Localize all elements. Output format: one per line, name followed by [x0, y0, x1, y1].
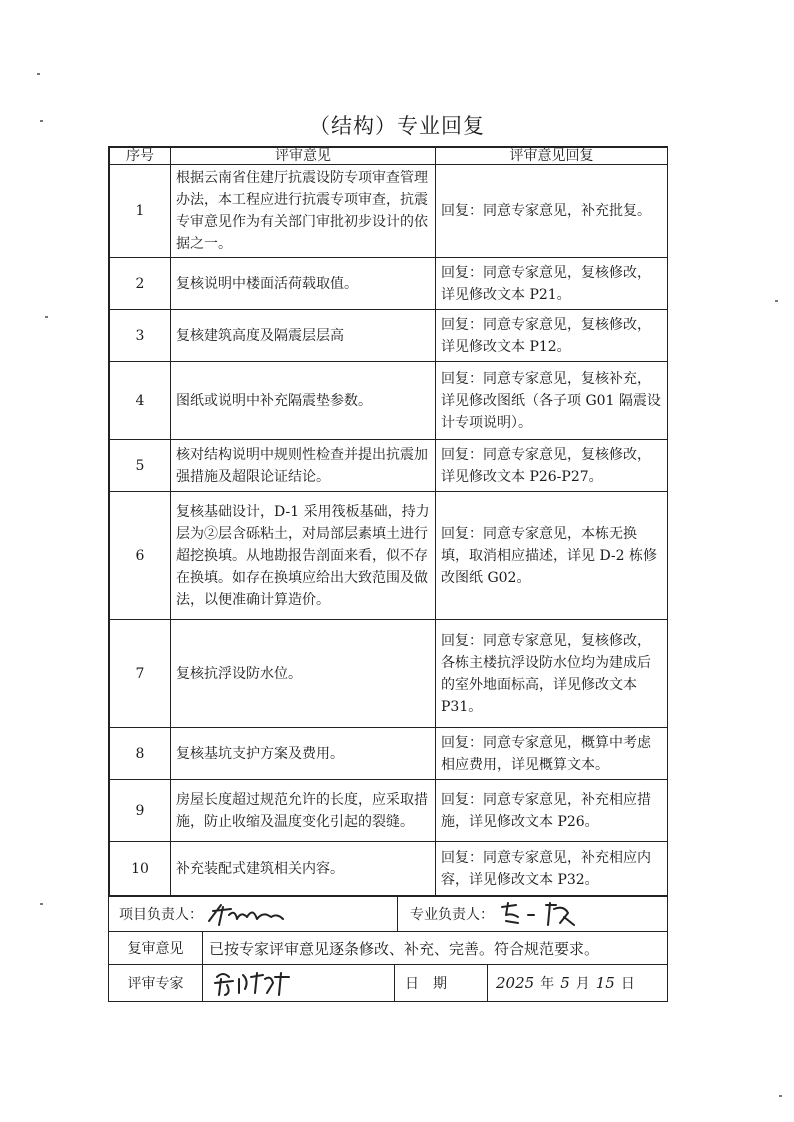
- lead-signature-row: [109, 896, 667, 931]
- page-title: （结构）专业回复: [309, 114, 485, 138]
- header-reply: 评审意见回复: [436, 148, 668, 165]
- table-row: [110, 728, 668, 780]
- row-reply: 回复：同意专家意见，本栋无换填，取消相应描述，详见 D-2 栋修改图纸 G02。: [436, 492, 668, 620]
- project-lead-signature: [203, 899, 295, 929]
- date-year: 2025: [496, 974, 535, 992]
- row-num: 5: [110, 440, 171, 492]
- row-reply: 回复：同意专家意见，补充相应内容，详见修改文本 P32。: [436, 842, 668, 896]
- review-reply-form: [108, 146, 668, 1002]
- scan-speck: [775, 300, 778, 302]
- row-opinion: 图纸或说明中补充隔震垫参数。: [171, 362, 436, 440]
- row-opinion: 根据云南省住建厅抗震设防专项审查管理办法，本工程应进行抗震专项审查，抗震专审意见作为有关部门审批初步设计的依据之一。: [171, 165, 436, 258]
- review-table: [109, 147, 668, 896]
- row-reply: 回复：同意专家意见，复核修改，详见修改文本 P12。: [436, 310, 668, 362]
- date-day-unit: 日: [620, 976, 635, 992]
- table-row: [110, 620, 668, 728]
- discipline-lead-label: 专业负责人：: [410, 907, 494, 923]
- reviewer-signature: [209, 967, 319, 999]
- table-row: [110, 362, 668, 440]
- project-lead-cell: [109, 897, 398, 931]
- reviewer-label: 评审专家: [109, 965, 203, 1001]
- row-num: 7: [110, 620, 171, 728]
- row-opinion: 复核建筑高度及隔震层层高: [171, 310, 436, 362]
- row-num: 4: [110, 362, 171, 440]
- table-row: [110, 780, 668, 842]
- row-reply: 回复：同意专家意见，复核补充，详见修改图纸（各子项 G01 隔震设计专项说明）。: [436, 362, 668, 440]
- row-opinion: 房屋长度超过规范允许的长度，应采取措施，防止收缩及温度变化引起的裂缝。: [171, 780, 436, 842]
- table-header: [110, 148, 668, 165]
- row-reply: 回复：同意专家意见，概算中考虑相应费用，详见概算文本。: [436, 728, 668, 780]
- row-num: 2: [110, 258, 171, 310]
- row-opinion: 复核抗浮设防水位。: [171, 620, 436, 728]
- date-label: 日 期: [395, 965, 488, 1001]
- table-row: [110, 492, 668, 620]
- reviewer-date-row: [109, 964, 667, 1001]
- row-num: 6: [110, 492, 171, 620]
- review-opinion-label: 复审意见: [109, 932, 203, 964]
- discipline-lead-signature: [494, 899, 584, 929]
- row-opinion: 核对结构说明中规则性检查并提出抗震加强措施及超限论证结论。: [171, 440, 436, 492]
- header-opinion: 评审意见: [171, 148, 436, 165]
- row-opinion: 复核基坑支护方案及费用。: [171, 728, 436, 780]
- date-day: 15: [595, 974, 615, 992]
- review-opinion-row: [109, 931, 667, 964]
- row-opinion: 复核说明中楼面活荷载取值。: [171, 258, 436, 310]
- scan-speck: [40, 903, 43, 905]
- row-num: 8: [110, 728, 171, 780]
- row-reply: 回复：同意专家意见，复核修改，详见修改文本 P21。: [436, 258, 668, 310]
- table-row: [110, 258, 668, 310]
- row-opinion: 补充装配式建筑相关内容。: [171, 842, 436, 896]
- table-row: [110, 440, 668, 492]
- date-month-unit: 月: [575, 976, 590, 992]
- row-num: 3: [110, 310, 171, 362]
- date-year-unit: 年: [540, 976, 555, 992]
- row-reply: 回复：同意专家意见，补充批复。: [436, 165, 668, 258]
- header-num: 序号: [110, 148, 171, 165]
- scan-speck: [45, 316, 48, 318]
- row-num: 1: [110, 165, 171, 258]
- discipline-lead-cell: [398, 897, 667, 931]
- table-row: [110, 310, 668, 362]
- scan-speck: [37, 73, 40, 75]
- date-value: [488, 965, 667, 1001]
- table-row: [110, 165, 668, 258]
- review-opinion-text: 已按专家评审意见逐条修改、补充、完善。符合规范要求。: [209, 939, 600, 958]
- row-reply: 回复：同意专家意见，补充相应措施，详见修改文本 P26。: [436, 780, 668, 842]
- reviewer-signature-cell: [203, 965, 395, 1001]
- date-month: 5: [560, 974, 570, 992]
- row-opinion: 复核基础设计，D-1 采用筏板基础，持力层为②层含砾粘土，对局部层素填土进行超挖换填。从地勘报告剖面来看，似不存在换填。如存在换填应给出大致范围及做法，以便准确计算造价。: [171, 492, 436, 620]
- row-num: 10: [110, 842, 171, 896]
- table-row: [110, 842, 668, 896]
- project-lead-label: 项目负责人：: [119, 907, 203, 923]
- row-reply: 回复：同意专家意见，复核修改，各栋主楼抗浮设防水位均为建成后的室外地面标高，详见修改文本 P31。: [436, 620, 668, 728]
- row-reply: 回复：同意专家意见，复核修改，详见修改文本 P26-P27。: [436, 440, 668, 492]
- row-num: 9: [110, 780, 171, 842]
- scan-speck: [779, 1095, 782, 1097]
